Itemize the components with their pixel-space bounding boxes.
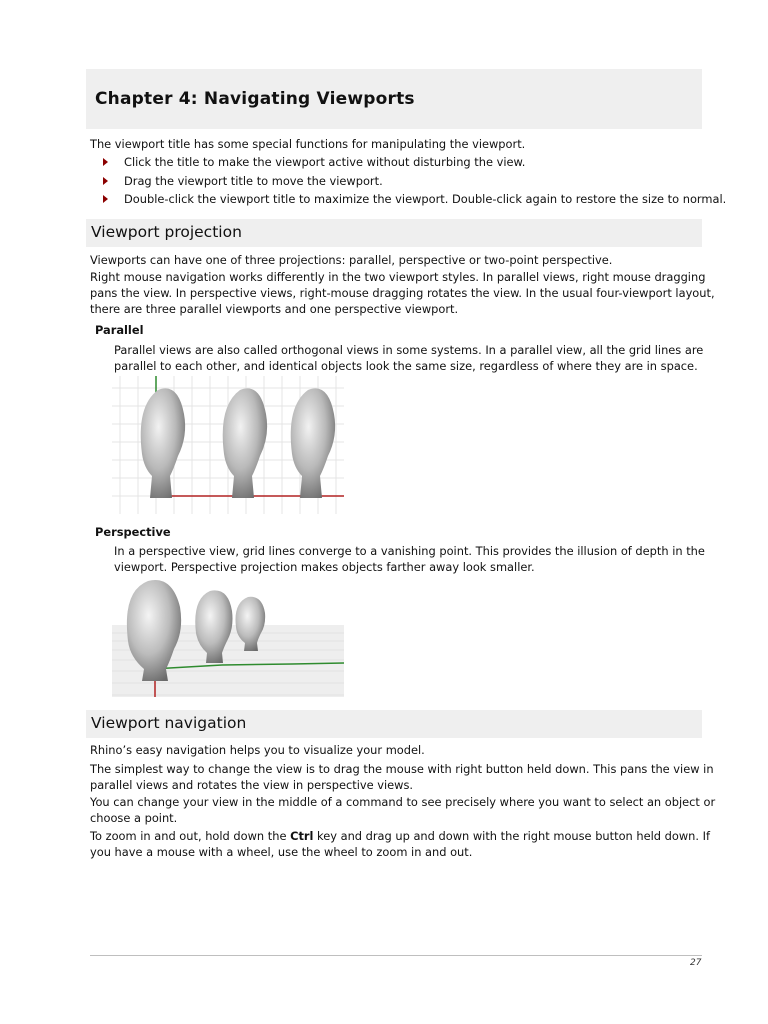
section-title: Viewport navigation — [91, 714, 247, 732]
navigation-paragraph-line: choose a point. — [90, 811, 178, 825]
bullet-item — [103, 174, 383, 189]
arrow-bullet-icon — [103, 158, 108, 166]
perspective-text-line: viewport. Perspective projection makes objects farther away look smaller. — [114, 560, 535, 574]
chapter-header — [86, 69, 702, 129]
navigation-paragraph-line: you have a mouse with a wheel, use the wheel to zoom in and out. — [90, 845, 473, 859]
projection-paragraph-line: pans the view. In perspective views, right-mouse dragging rotates the view. In the usual four-viewport layout, — [90, 286, 715, 300]
perspective-text-line: In a perspective view, grid lines converge to a vanishing point. This provides the illusion of depth in the — [114, 544, 705, 558]
navigation-paragraph-line: parallel views and rotates the view in perspective views. — [90, 778, 414, 792]
bullet-item — [103, 155, 525, 170]
parallel-text-line: parallel to each other, and identical objects look the same size, regardless of where they are in space. — [114, 359, 698, 373]
chapter-title: Chapter 4: Navigating Viewports — [95, 89, 415, 109]
parallel-view-figure — [112, 376, 344, 514]
page-number: 27 — [690, 958, 702, 968]
navigation-paragraph-line: You can change your view in the middle of a command to see precisely where you want to select an object or — [90, 795, 716, 809]
section-title: Viewport projection — [91, 223, 242, 241]
zoom-text-post: key and drag up and down with the right mouse button held down. If — [313, 829, 710, 843]
projection-paragraph-line: there are three parallel viewports and one perspective viewport. — [90, 302, 459, 316]
perspective-view-figure — [112, 577, 344, 697]
perspective-heading: Perspective — [95, 525, 171, 539]
zoom-text-pre: To zoom in and out, hold down the — [90, 829, 291, 843]
parallel-heading: Parallel — [95, 323, 144, 337]
arrow-bullet-icon — [103, 195, 108, 203]
navigation-paragraph: Rhino’s easy navigation helps you to visualize your model. — [90, 743, 425, 757]
bullet-text: Click the title to make the viewport active without disturbing the view. — [124, 155, 526, 169]
footer-divider — [90, 955, 702, 956]
projection-paragraph-line: Right mouse navigation works differently in the two viewport styles. In parallel views, right mouse dragging — [90, 270, 706, 284]
navigation-paragraph-line: The simplest way to change the view is to drag the mouse with right button held down. This pans the view in — [90, 762, 714, 776]
ctrl-key-label: Ctrl — [290, 829, 314, 843]
navigation-paragraph-line — [90, 829, 710, 845]
bullet-text: Drag the viewport title to move the viewport. — [124, 174, 383, 188]
projection-paragraph: Viewports can have one of three projections: parallel, perspective or two-point perspective. — [90, 253, 613, 267]
parallel-text-line: Parallel views are also called orthogonal views in some systems. In a parallel view, all the grid lines are — [114, 343, 704, 357]
intro-text: The viewport title has some special functions for manipulating the viewport. — [90, 137, 526, 151]
section-header-navigation — [86, 710, 702, 738]
bullet-item — [103, 192, 726, 207]
arrow-bullet-icon — [103, 177, 108, 185]
bullet-text: Double-click the viewport title to maximize the viewport. Double-click again to restore the size to normal. — [124, 192, 727, 206]
section-header-projection — [86, 219, 702, 247]
